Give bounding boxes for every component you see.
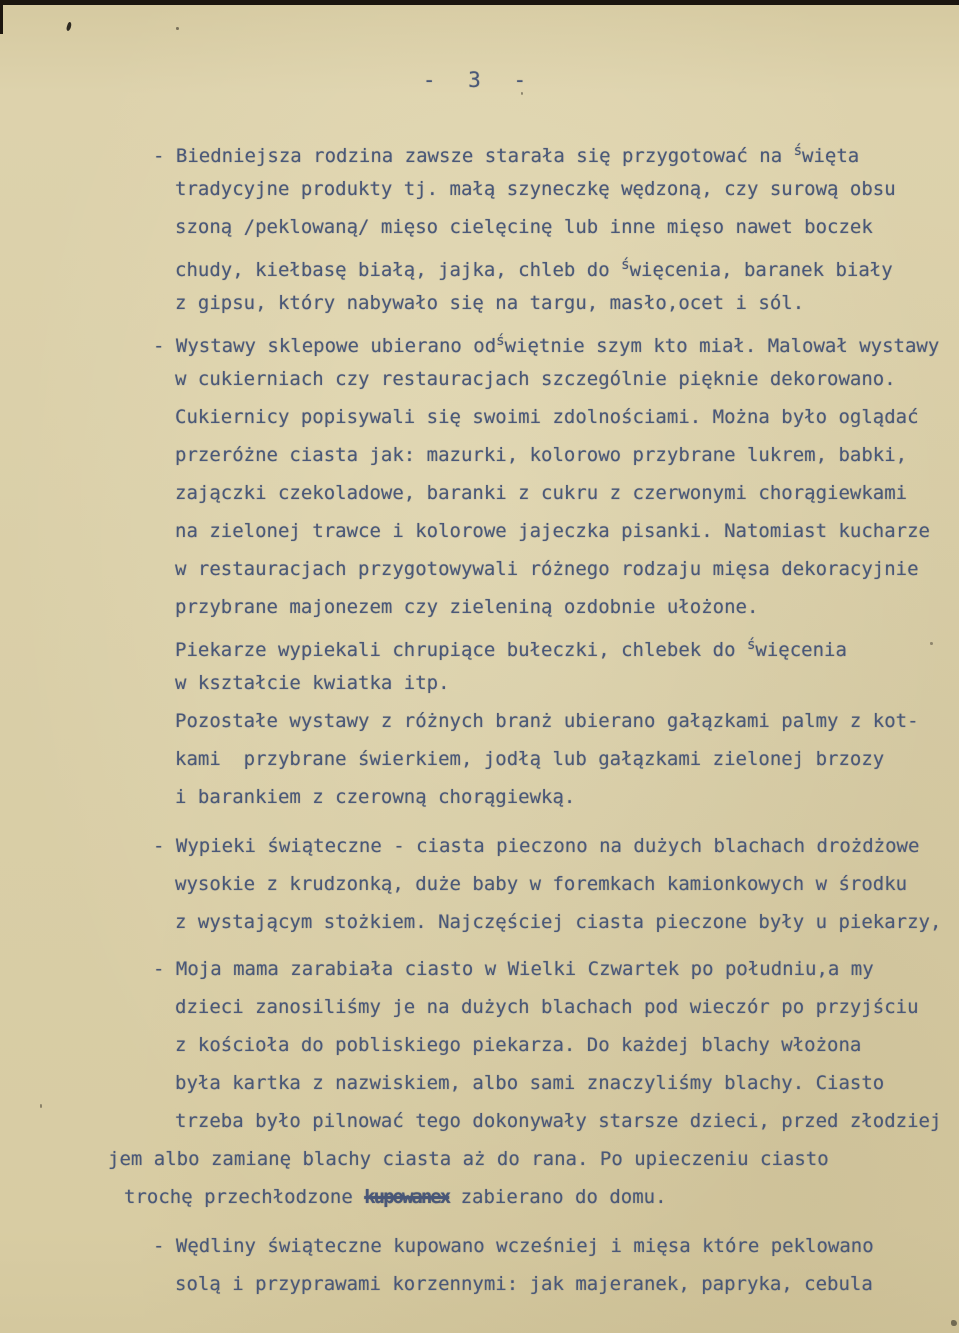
text-segment: - Wędliny świąteczne kupowano wcześniej i mięsa które peklowano <box>153 1235 874 1257</box>
text-line <box>0 988 959 1026</box>
superscript-s: ś <box>793 143 803 159</box>
text-segment: chudy, kiełbasę białą, jajka, chleb do <box>175 259 622 281</box>
text-line <box>0 865 959 903</box>
text-line <box>0 702 959 740</box>
text-segment: solą i przyprawami korzennymi: jak majeranek, papryka, cebula <box>175 1273 873 1295</box>
text-segment: - Wystawy sklepowe ubierano od <box>153 335 497 357</box>
text-line <box>0 474 959 512</box>
text-line <box>0 1064 959 1102</box>
text-line <box>0 588 959 626</box>
document-text <box>0 132 959 1303</box>
text-segment: dzieci zanosiliśmy je na dużych blachach pod wieczór po przyjściu <box>175 996 919 1018</box>
text-segment: więta <box>802 145 860 167</box>
text-segment: trzeba było pilnować tego dokonywały starsze dzieci, przed złodziej <box>175 1110 942 1132</box>
text-segment: tradycyjne produkty tj. małą szyneczkę wędzoną, czy surową obsu <box>175 178 896 200</box>
text-segment: Pozostałe wystawy z różnych branż ubierano gałązkami palmy z kot- <box>175 710 919 732</box>
text-segment: z gipsu, który nabywało się na targu, masło,ocet i sól. <box>175 292 805 314</box>
text-line <box>0 778 959 816</box>
text-segment: w cukierniach czy restauracjach szczególnie pięknie dekorowano. <box>175 368 896 390</box>
text-segment: i barankiem z czerowną chorągiewką. <box>175 786 576 808</box>
text-segment: była kartka z nazwiskiem, albo sami znaczyliśmy blachy. Ciasto <box>175 1072 885 1094</box>
text-line <box>0 664 959 702</box>
text-line <box>0 626 959 664</box>
superscript-s: ś <box>496 333 505 349</box>
text-line <box>0 1102 959 1140</box>
text-segment: w kształcie kwiatka itp. <box>175 672 450 694</box>
struck-out-word: kupowanex <box>364 1186 450 1208</box>
text-segment: więcenia <box>755 639 847 661</box>
text-line <box>0 827 959 865</box>
page-number: - 3 - <box>422 68 537 92</box>
text-line <box>0 284 959 322</box>
text-line <box>0 436 959 474</box>
text-line <box>0 322 959 360</box>
text-segment: Piekarze wypiekali chrupiące bułeczki, chlebek do <box>175 639 747 661</box>
text-segment: z wystającym stożkiem. Najczęściej ciasta pieczone były u piekarzy, <box>175 911 942 933</box>
text-segment: z kościoła do pobliskiego piekarza. Do każdej blachy włożona <box>175 1034 862 1056</box>
text-segment: szoną /peklowaną/ mięso cielęcinę lub inne mięso nawet boczek <box>175 216 873 238</box>
text-segment: więtnie szym kto miał. Malował wystawy <box>504 335 940 357</box>
text-line <box>0 132 959 170</box>
text-segment: - Moja mama zarabiała ciasto w Wielki Czwartek po południu,a my <box>153 958 874 980</box>
text-segment: - Biedniejsza rodzina zawsze starała się przygotować na <box>153 145 794 167</box>
text-line <box>0 1265 959 1303</box>
text-line <box>0 1026 959 1064</box>
text-segment: jem albo zamianę blachy ciasta aż do rana. Po upieczeniu ciasto <box>108 1148 829 1170</box>
text-line <box>0 903 959 941</box>
text-line <box>0 950 959 988</box>
text-line <box>0 360 959 398</box>
text-segment: więcenia, baranek biały <box>629 259 893 281</box>
text-segment: w restauracjach przygotowywali różnego rodzaju mięsa dekoracyjnie <box>175 558 919 580</box>
text-segment: przybrane majonezem czy zieleniną ozdobnie ułożone. <box>175 596 759 618</box>
text-segment: kami przybrane świerkiem, jodłą lub gałązkami zielonej brzozy <box>175 748 885 770</box>
text-segment: na zielonej trawce i kolorowe jajeczka pisanki. Natomiast kucharze <box>175 520 930 542</box>
superscript-s: ś <box>746 637 756 653</box>
paper-speck <box>951 1320 957 1326</box>
text-segment: zajączki czekoladowe, baranki z cukru z czerwonymi chorągiewkami <box>175 482 908 504</box>
text-line <box>0 208 959 246</box>
text-line <box>0 1178 959 1216</box>
text-segment: trochę przechłodzone <box>124 1186 365 1208</box>
text-line <box>0 512 959 550</box>
text-line <box>0 246 959 284</box>
superscript-s: ś <box>621 257 630 273</box>
text-line <box>0 740 959 778</box>
text-line <box>0 1227 959 1265</box>
text-line <box>0 550 959 588</box>
text-segment: przeróżne ciasta jak: mazurki, kolorowo przybrane lukrem, babki, <box>175 444 908 466</box>
text-segment: Cukiernicy popisywali się swoimi zdolnościami. Można było oglądać <box>175 406 919 428</box>
text-line <box>0 170 959 208</box>
text-segment: zabierano do domu. <box>449 1186 667 1208</box>
text-segment: wysokie z krudzonką, duże baby w foremkach kamionkowych w środku <box>175 873 908 895</box>
text-line <box>0 398 959 436</box>
text-line <box>0 1140 959 1178</box>
text-segment: - Wypieki świąteczne - ciasta pieczono na dużych blachach drożdżowe <box>153 835 920 857</box>
